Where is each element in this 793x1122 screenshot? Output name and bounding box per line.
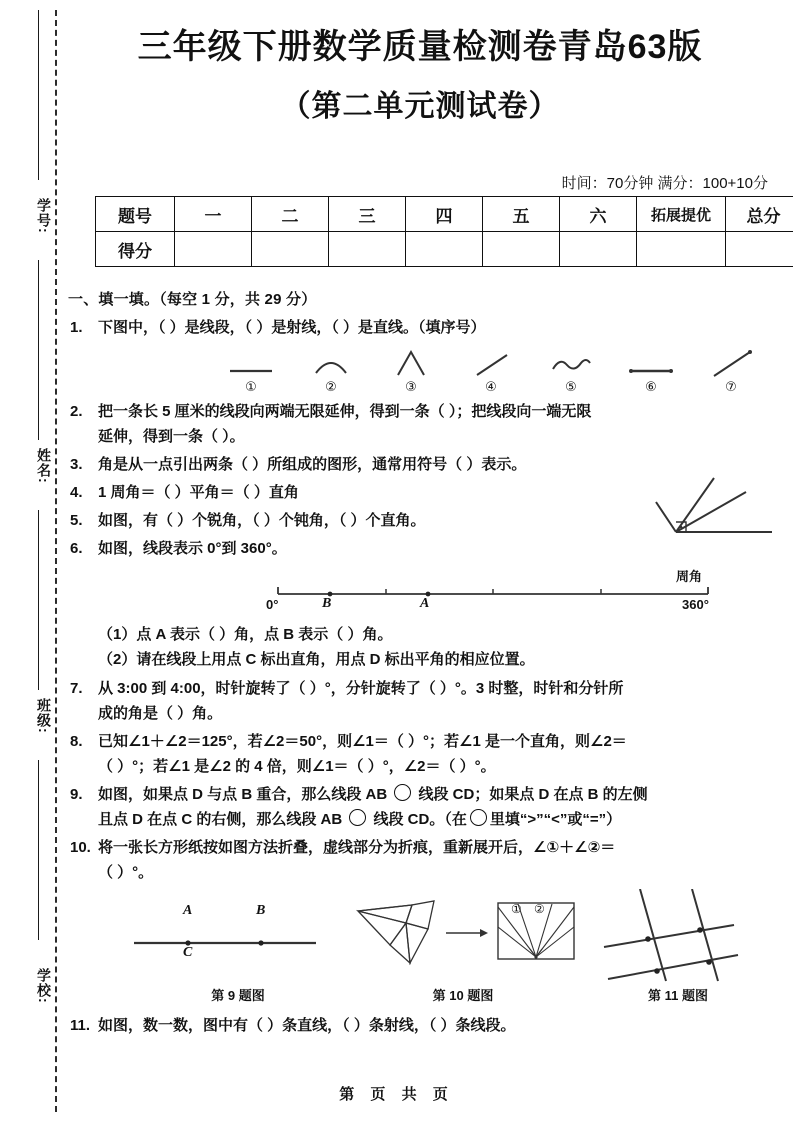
score-table-col-extension: 拓展提优	[637, 197, 726, 232]
question-3-number: 3.	[70, 456, 83, 473]
numberline-right-label: 360°	[682, 597, 709, 612]
score-cell-1[interactable]	[175, 232, 252, 267]
figure-item-4	[460, 349, 522, 395]
figure-item-6	[620, 349, 682, 395]
score-cell-total[interactable]	[726, 232, 793, 267]
question-1-figures	[68, 343, 774, 395]
question-4	[68, 480, 774, 505]
question-2	[68, 399, 774, 449]
numberline-top-label: 周角	[676, 569, 703, 584]
question-6-sub-2: （2）请在线段上用点 C 标出直角，用点 D 标出平角的相应位置。	[98, 651, 535, 668]
figure-item-7	[700, 349, 762, 395]
question-9-number: 9.	[70, 786, 83, 803]
score-cell-5[interactable]	[483, 232, 560, 267]
question-1	[68, 315, 774, 340]
question-10-text-line2: （ ）°。	[98, 864, 154, 881]
margin-rule-2	[38, 510, 39, 690]
question-5	[68, 508, 774, 533]
table-row-scores	[96, 232, 793, 267]
numberline-left-label: 0°	[266, 597, 279, 612]
margin-label-student-id: 学号:	[36, 198, 52, 234]
question-7-number: 7.	[70, 680, 83, 697]
answer-circle-icon-1[interactable]	[394, 784, 411, 801]
question-2-text-line1: 把一条长 5 厘米的线段向两端无限延伸，得到一条（ ）；把线段向一端无限	[98, 403, 592, 420]
question-10	[68, 835, 774, 885]
horizontal-line-icon	[220, 349, 282, 379]
score-table-col-4: 四	[406, 197, 483, 232]
figure-item-3	[380, 349, 442, 395]
figure-label-6: ⑥	[645, 379, 657, 394]
question-9-line2	[98, 807, 774, 832]
ray-diagonal-icon	[700, 349, 762, 379]
margin-rule-3	[38, 760, 39, 940]
section-heading-fill-in: 一、填一填。（每空 1 分，共 29 分）	[68, 291, 317, 308]
score-table-col-3: 三	[329, 197, 406, 232]
diagonal-line-icon	[460, 349, 522, 379]
margin-label-class: 班级:	[36, 698, 52, 734]
figure-label-7: ⑦	[725, 379, 737, 394]
page-footer: 第 页 共 页	[339, 1086, 454, 1103]
figure-10-label-1: ①	[511, 902, 522, 916]
answer-circle-icon-3[interactable]	[470, 809, 487, 826]
numberline-point-a-label: A	[420, 596, 430, 611]
figure-label-5: ⑤	[565, 379, 577, 394]
figure-label-1: ①	[245, 379, 257, 394]
question-9-text-a: 如图，如果点 D 与点 B 重合，那么线段 AB	[98, 786, 392, 803]
question-3-text: 角是从一点引出两条（ ）所组成的图形，通常用符号（ ）表示。	[98, 456, 527, 473]
score-cell-2[interactable]	[252, 232, 329, 267]
answer-circle-icon-2[interactable]	[349, 809, 366, 826]
question-4-text: 1 周角＝（ ）平角＝（ ）直角	[98, 484, 299, 501]
score-table-col-6: 六	[560, 197, 637, 232]
question-7-text-line1: 从 3:00 到 4:00，时针旋转了（ ）°，分针旋转了（ ）°。3 时整，时针和分针所	[98, 680, 624, 697]
figure-group	[68, 889, 774, 985]
score-table-col-total: 总分	[726, 197, 793, 232]
score-table-col-2: 二	[252, 197, 329, 232]
question-1-text: 下图中，（ ）是线段，（ ）是射线，（ ）是直线。（填序号）	[98, 319, 486, 336]
question-3	[68, 452, 774, 477]
question-9-text-e: 里填“>”“<”或“=”）	[489, 811, 622, 828]
arc-icon	[300, 349, 362, 379]
question-9-text-b: 线段 CD；如果点 D 在点 B 的左侧	[414, 786, 648, 803]
question-9-text-c: 且点 D 在点 C 的右侧，那么线段 AB	[98, 811, 347, 828]
question-6-sub-1: （1）点 A 表示（ ）角，点 B 表示（ ）角。	[98, 626, 393, 643]
page-title-block	[70, 26, 770, 125]
question-6	[68, 536, 774, 561]
question-6-text: 如图，线段表示 0°到 360°。	[98, 540, 287, 557]
question-11	[68, 1013, 774, 1038]
question-10-text-line1: 将一张长方形纸按如图方法折叠，虚线部分为折痕，重新展开后，∠①＋∠②＝	[98, 839, 616, 856]
figure-item-2	[300, 349, 362, 395]
figure-11-caption: 第 11 题图	[648, 988, 708, 1003]
score-table-row-label-1: 题号	[96, 197, 175, 232]
figure-9-line-points	[126, 893, 326, 973]
figure-item-1	[220, 349, 282, 395]
question-7-text-line2: 成的角是（ ）角。	[98, 705, 223, 722]
page-title: 三年级下册数学质量检测卷青岛63版	[137, 28, 703, 66]
figure-9-label-a: A	[183, 903, 193, 918]
margin-label-name: 姓名:	[36, 448, 52, 484]
question-9-line1	[98, 782, 774, 807]
wave-line-icon	[540, 349, 602, 379]
question-6-number: 6.	[70, 540, 83, 557]
score-table-col-1: 一	[175, 197, 252, 232]
question-10-number: 10.	[70, 839, 91, 856]
question-8-text-line2: （ ）°；若∠1 是∠2 的 4 倍，则∠1＝（ ）°，∠2＝（ ）°。	[98, 758, 496, 775]
figure-10-label-2: ②	[534, 902, 545, 916]
question-4-number: 4.	[70, 484, 83, 501]
question-5-number: 5.	[70, 512, 83, 529]
figure-10-caption: 第 10 题图	[432, 988, 494, 1003]
peak-angle-icon	[380, 349, 442, 379]
score-table-col-5: 五	[483, 197, 560, 232]
margin-label-school: 学校:	[36, 968, 52, 1004]
table-row-header	[96, 197, 793, 232]
score-table-row-label-2: 得分	[96, 232, 175, 267]
numberline-point-b-label: B	[322, 596, 332, 611]
question-2-text-line2: 延伸，得到一条（ ）。	[98, 428, 245, 445]
figure-9-label-c: C	[183, 945, 193, 960]
question-9-text-d: 线段 CD。（在	[369, 811, 467, 828]
margin-rule-0	[38, 10, 39, 180]
figure-captions	[68, 985, 774, 1007]
question-11-number: 11.	[70, 1017, 91, 1034]
question-5-text: 如图，有（ ）个锐角，（ ）个钝角，（ ）个直角。	[98, 512, 426, 529]
figure-item-5	[540, 349, 602, 395]
score-table	[95, 196, 793, 267]
figure-label-3: ③	[405, 379, 417, 394]
figure-9-caption: 第 9 题图	[211, 988, 265, 1003]
exam-content	[68, 288, 774, 1041]
question-8-number: 8.	[70, 733, 83, 750]
question-8	[68, 729, 774, 779]
score-cell-3[interactable]	[329, 232, 406, 267]
score-cell-6[interactable]	[560, 232, 637, 267]
figure-label-2: ②	[325, 379, 337, 394]
question-7	[68, 676, 774, 726]
question-8-text-line1: 已知∠1＋∠2＝125°，若∠2＝50°，则∠1＝（ ）°；若∠1 是一个直角，则∠2＝	[98, 733, 627, 750]
margin-label-group	[14, 180, 54, 1080]
score-cell-extension[interactable]	[637, 232, 726, 267]
score-cell-4[interactable]	[406, 232, 483, 267]
segment-with-endpoints-icon	[620, 349, 682, 379]
question-2-number: 2.	[70, 403, 83, 420]
exam-meta: 时间：70分钟 满分：100+10分	[561, 175, 768, 192]
question-9	[68, 782, 774, 832]
margin-dashed-line	[55, 10, 57, 1112]
figure-9-label-b: B	[256, 903, 266, 918]
question-11-text: 如图，数一数，图中有（ ）条直线，（ ）条射线，（ ）条线段。	[98, 1017, 516, 1034]
figure-11-grid-lines	[596, 889, 746, 983]
figure-label-4: ④	[485, 379, 497, 394]
question-6-numberline	[68, 564, 774, 620]
page-subtitle: （第二单元测试卷）	[280, 89, 560, 123]
margin-rule-1	[38, 260, 39, 440]
question-1-number: 1.	[70, 319, 83, 336]
